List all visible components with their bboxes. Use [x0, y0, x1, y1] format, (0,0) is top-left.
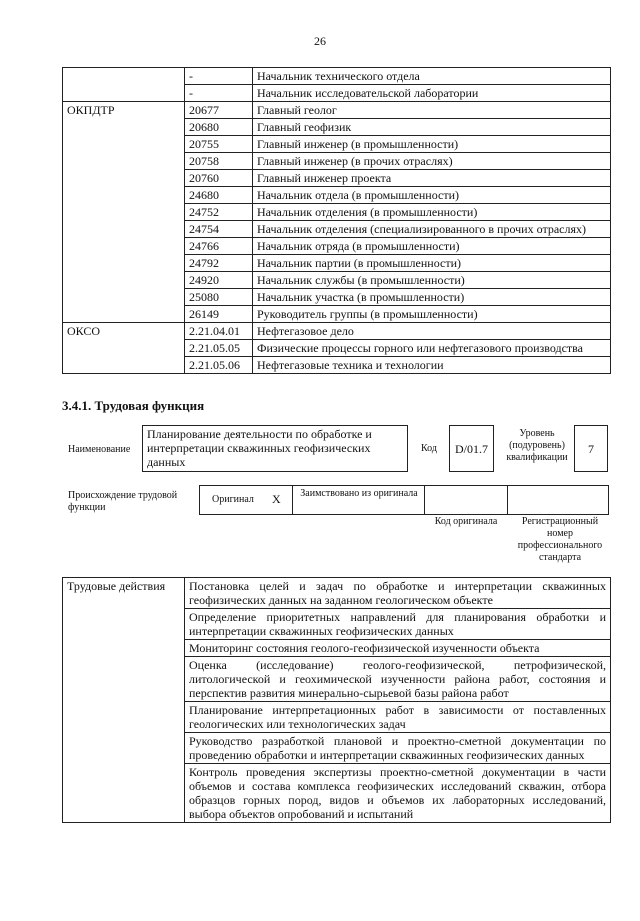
table-row	[63, 85, 611, 102]
action-item: Определение приоритетных направлений для планирования обработки и интерпретации скважинных геофизических данных	[185, 609, 611, 640]
original-mark: X	[272, 492, 281, 506]
reg-number-label: Регистрационный номер профессионального стандарта	[517, 516, 603, 563]
cell-name: Начальник отделения (в промышленности)	[253, 204, 611, 221]
cell-name: Руководитель группы (в промышленности)	[253, 306, 611, 323]
cell-group: ОКПДТР	[63, 102, 185, 119]
cell-group	[63, 238, 185, 255]
cell-group	[63, 221, 185, 238]
cell-name: Начальник отделения (специализированного в прочих отраслях)	[253, 221, 611, 238]
cell-code: 20758	[185, 153, 253, 170]
actions-label: Трудовые действия	[63, 578, 185, 823]
action-item: Постановка целей и задач по обработке и интерпретации скважинных геофизических данных на заданном геологическом объекте	[185, 578, 611, 609]
level-label: Уровень (подуровень) квалификации	[506, 428, 568, 463]
cell-name: Начальник партии (в промышленности)	[253, 255, 611, 272]
section-title: 3.4.1. Трудовая функция	[62, 398, 205, 413]
cell-name: Главный инженер проекта	[253, 170, 611, 187]
cell-group: ОКСО	[63, 323, 185, 340]
cell-code: 20677	[185, 102, 253, 119]
table-row	[63, 119, 611, 136]
cell-name: Главный инженер (в прочих отраслях)	[253, 153, 611, 170]
table-row	[63, 340, 611, 357]
cell-code: 25080	[185, 289, 253, 306]
table-row	[63, 102, 611, 119]
table-row	[63, 323, 611, 340]
origin-divider-2	[424, 485, 425, 515]
borrowed-label: Заимствовано из оригинала	[300, 488, 418, 499]
table-row	[63, 187, 611, 204]
cell-name: Нефтегазовое дело	[253, 323, 611, 340]
name-label: Наименование	[68, 444, 131, 455]
cell-code: 2.21.05.05	[185, 340, 253, 357]
table-row	[63, 306, 611, 323]
cell-name: Физические процессы горного или нефтегазового производства	[253, 340, 611, 357]
cell-group	[63, 340, 185, 357]
cell-group	[63, 272, 185, 289]
cell-code: 24754	[185, 221, 253, 238]
action-item: Планирование интерпретационных работ в зависимости от поставленных геологических или технологических задач	[185, 702, 611, 733]
cell-group	[63, 289, 185, 306]
origin-divider-3	[507, 485, 508, 515]
cell-name: Начальник исследовательской лаборатории	[253, 85, 611, 102]
action-item: Руководство разработкой плановой и проектно-сметной документации по проведению обработки и интерпретации скважинных геофизических данных	[185, 733, 611, 764]
table-row	[63, 204, 611, 221]
cell-name: Главный геофизик	[253, 119, 611, 136]
cell-group	[63, 85, 185, 102]
cell-group	[63, 187, 185, 204]
cell-code: 24792	[185, 255, 253, 272]
cell-name: Начальник участка (в промышленности)	[253, 289, 611, 306]
cell-code: 26149	[185, 306, 253, 323]
level-value: 7	[574, 425, 608, 472]
cell-name: Начальник службы (в промышленности)	[253, 272, 611, 289]
table-row	[63, 578, 611, 609]
function-code-value: D/01.7	[449, 425, 494, 472]
table-row	[63, 238, 611, 255]
origin-label: Происхождение трудовой функции	[68, 490, 178, 513]
action-item: Мониторинг состояния геолого-геофизической изученности объекта	[185, 640, 611, 657]
table-row	[63, 272, 611, 289]
code-label: Код	[421, 443, 437, 454]
table-row	[63, 357, 611, 374]
cell-code: 20760	[185, 170, 253, 187]
original-label: Оригинал	[212, 494, 254, 505]
cell-name: Нефтегазовые техника и технологии	[253, 357, 611, 374]
table-row	[63, 68, 611, 85]
action-item: Оценка (исследование) геолого-геофизической, петрофизической, литологической и геохимической изученности района работ, состояния и перспектив развития минерально-сырьевой базы района работ	[185, 657, 611, 702]
cell-group	[63, 68, 185, 85]
cell-group	[63, 306, 185, 323]
cell-code: 24752	[185, 204, 253, 221]
table-row	[63, 221, 611, 238]
cell-group	[63, 153, 185, 170]
action-item: Контроль проведения экспертизы проектно-сметной документации в части объемов и состава комплекса геофизических исследований скважин, отбора образцов горных пород, видов и объемов их лабораторных исследований, выбора объектов опробований и испытаний	[185, 764, 611, 823]
table-row	[63, 255, 611, 272]
table-row	[63, 170, 611, 187]
cell-name: Начальник технического отдела	[253, 68, 611, 85]
cell-name: Начальник отряда (в промышленности)	[253, 238, 611, 255]
cell-group	[63, 136, 185, 153]
cell-group	[63, 170, 185, 187]
cell-name: Главный геолог	[253, 102, 611, 119]
cell-group	[63, 204, 185, 221]
cell-code: -	[185, 68, 253, 85]
cell-group	[63, 119, 185, 136]
cell-code: 24680	[185, 187, 253, 204]
table-row	[63, 153, 611, 170]
cell-name: Главный инженер (в промышленности)	[253, 136, 611, 153]
table-row	[63, 289, 611, 306]
cell-group	[63, 357, 185, 374]
code-original-label: Код оригинала	[434, 516, 498, 527]
classification-table	[62, 67, 611, 374]
labour-actions-table	[62, 577, 611, 823]
page-number: 26	[314, 34, 326, 48]
cell-code: 20755	[185, 136, 253, 153]
cell-name: Начальник отдела (в промышленности)	[253, 187, 611, 204]
cell-code: -	[185, 85, 253, 102]
cell-code: 20680	[185, 119, 253, 136]
function-name-value: Планирование деятельности по обработке и интерпретации скважинных геофизических данных	[142, 425, 408, 472]
cell-code: 24766	[185, 238, 253, 255]
cell-code: 2.21.04.01	[185, 323, 253, 340]
cell-code: 24920	[185, 272, 253, 289]
origin-divider-1	[292, 485, 293, 515]
cell-code: 2.21.05.06	[185, 357, 253, 374]
cell-group	[63, 255, 185, 272]
table-row	[63, 136, 611, 153]
